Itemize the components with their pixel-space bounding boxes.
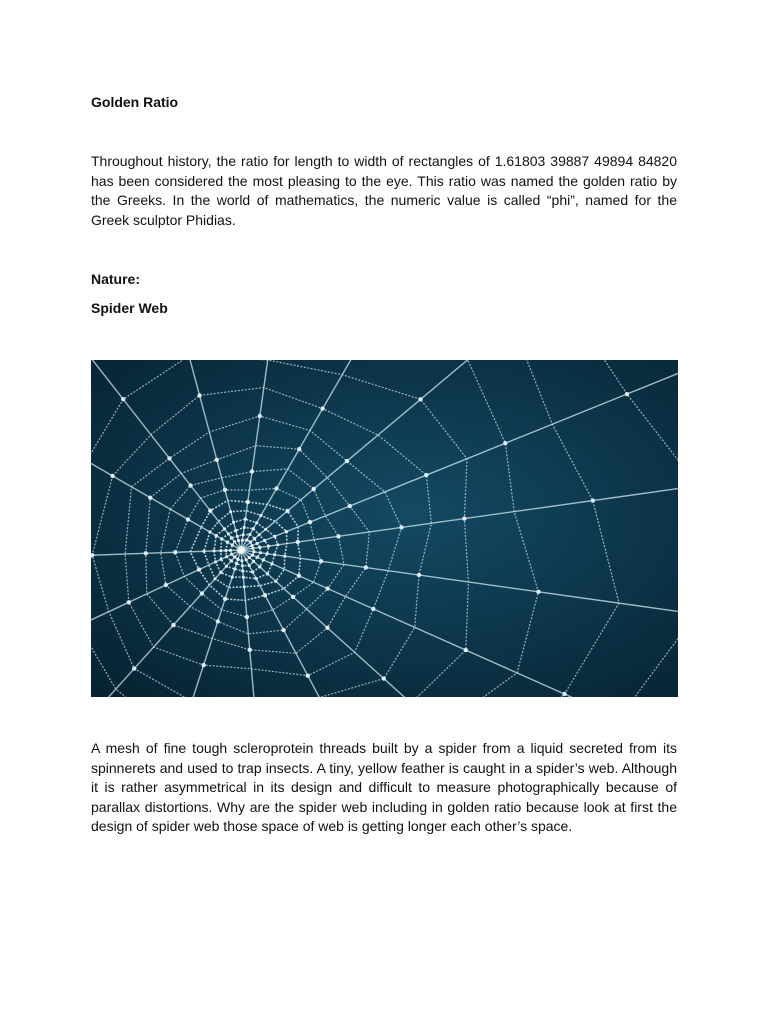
dew-drop — [197, 567, 201, 571]
dew-drop — [223, 488, 227, 492]
dew-drop — [253, 537, 256, 540]
dew-drop — [345, 459, 349, 463]
dew-drop — [625, 392, 629, 396]
dew-drop — [230, 553, 233, 556]
dew-drop — [219, 571, 222, 574]
dew-drop — [320, 406, 324, 410]
dew-drop — [236, 558, 239, 561]
photo-background — [91, 360, 678, 697]
dew-drop — [252, 560, 255, 563]
dew-drop — [229, 549, 232, 552]
dew-drop — [241, 539, 244, 542]
dew-drop — [274, 580, 277, 583]
dew-drop — [256, 542, 259, 545]
dew-drop — [215, 534, 218, 537]
dew-drop — [202, 550, 205, 553]
dew-drop — [225, 565, 228, 568]
dew-drop — [248, 533, 251, 536]
dew-drop — [245, 558, 248, 561]
section-heading-nature: Nature: — [91, 271, 141, 287]
dew-drop — [503, 441, 507, 445]
dew-drop — [274, 486, 278, 490]
dew-drop — [240, 559, 243, 562]
spider-web-photo — [91, 360, 678, 697]
dew-drop — [245, 538, 248, 541]
dew-drop — [319, 559, 323, 563]
dew-drop — [216, 619, 220, 623]
page-title: Golden Ratio — [91, 94, 179, 110]
dew-drop — [242, 533, 245, 536]
dew-drop — [213, 549, 216, 552]
dew-drop — [214, 560, 217, 563]
dew-drop — [227, 532, 230, 535]
dew-drop — [306, 674, 310, 678]
dew-drop — [258, 414, 262, 418]
spider-web-illustration — [91, 360, 678, 697]
dew-drop — [110, 474, 114, 478]
dew-drop — [201, 663, 205, 667]
intro-paragraph: Throughout history, the ratio for length to width of rectangles of 1.61803 39887 49894 84820 has been considered the most pleasing to the eye. This ratio was named the golden ratio by the Greeks. In the world of mathematics, the numeric value is called “phi”, named for the Greek sculptor Phidias. — [91, 153, 677, 228]
dew-drop — [220, 558, 223, 561]
dew-drop — [144, 551, 148, 555]
dew-drop — [186, 517, 190, 521]
dew-drop — [348, 504, 352, 508]
dew-drop — [132, 666, 136, 670]
dew-drop — [121, 397, 125, 401]
dew-drop — [242, 576, 245, 579]
dew-drop — [243, 526, 246, 529]
dew-drop — [237, 539, 240, 542]
dew-drop — [464, 648, 468, 652]
dew-drop — [197, 393, 201, 397]
dew-drop — [234, 529, 237, 532]
dew-drop — [200, 591, 204, 595]
dew-drop — [255, 521, 258, 524]
dew-drop — [248, 556, 251, 559]
dew-drop — [424, 473, 428, 477]
dew-drop — [297, 574, 301, 578]
dew-drop — [270, 562, 273, 565]
dew-drop — [252, 550, 255, 553]
dew-drop — [281, 628, 285, 632]
dew-drop — [248, 564, 251, 567]
dew-drop — [258, 533, 261, 536]
dew-drop — [259, 514, 262, 517]
dew-drop — [226, 541, 229, 544]
dew-drop — [273, 553, 276, 556]
dew-drop — [273, 535, 276, 538]
dew-drop — [371, 607, 375, 611]
dew-drop — [283, 555, 286, 558]
dew-drop — [230, 536, 233, 539]
dew-drop — [258, 546, 261, 549]
dew-drop — [263, 539, 266, 542]
dew-drop — [232, 521, 235, 524]
dew-drop — [251, 547, 254, 550]
dew-drop — [245, 615, 249, 619]
dew-drop — [241, 564, 244, 567]
dew-drop — [148, 496, 152, 500]
dew-drop — [291, 595, 295, 599]
dew-drop — [225, 555, 228, 558]
dew-drop — [417, 573, 421, 577]
dew-drop — [173, 550, 177, 554]
dew-drop — [208, 530, 211, 533]
dew-drop — [241, 569, 244, 572]
dew-drop — [312, 487, 316, 491]
dew-drop — [251, 554, 254, 557]
dew-drop — [214, 577, 217, 580]
dew-drop — [248, 648, 252, 652]
dew-drop — [251, 570, 254, 573]
dew-drop — [296, 540, 300, 544]
dew-drop — [462, 516, 466, 520]
dew-drop — [188, 483, 192, 487]
description-paragraph: A mesh of fine tough scleroprotein threads built by a spider from a liquid secreted from its spinnerets and used to trap insects. A tiny, yellow feather is caught in a spider’s web. Although it is rather asymmetrical in its design and difficult to measure photographically because of parallax distortions. Why are the spider web including in golden ratio because look at first the design of spider web those space of web is getting longer each other’s space. — [91, 740, 677, 835]
dew-drop — [285, 509, 289, 513]
dew-drop — [263, 593, 267, 597]
dew-drop — [336, 534, 340, 538]
dew-drop — [230, 559, 233, 562]
dew-drop — [164, 583, 168, 587]
dew-drop — [246, 500, 250, 504]
dew-drop — [249, 540, 252, 543]
dew-drop — [233, 555, 236, 558]
dew-drop — [167, 456, 171, 460]
dew-drop — [255, 577, 258, 580]
dew-drop — [285, 530, 288, 533]
dew-drop — [266, 572, 269, 575]
dew-drop — [231, 576, 234, 579]
dew-drop — [233, 540, 236, 543]
dew-drop — [224, 549, 227, 552]
dew-drop — [259, 551, 262, 554]
dew-drop — [208, 509, 212, 513]
dew-drop — [325, 626, 329, 630]
dew-drop — [562, 692, 566, 696]
dew-drop — [308, 520, 312, 524]
dew-drop — [171, 623, 175, 627]
dew-drop — [235, 562, 238, 565]
dew-drop — [364, 565, 368, 569]
dew-drop — [267, 545, 270, 548]
dew-drop — [215, 458, 219, 462]
dew-drop — [252, 527, 255, 530]
dew-drop — [233, 567, 236, 570]
dew-drop — [243, 585, 246, 588]
dew-drop — [326, 586, 330, 590]
dew-drop — [418, 397, 422, 401]
dew-drop — [262, 558, 265, 561]
dew-drop — [231, 543, 234, 546]
dew-drop — [297, 447, 301, 451]
subsection-heading-spider-web: Spider Web — [91, 300, 168, 316]
dew-drop — [536, 590, 540, 594]
dew-drop — [591, 498, 595, 502]
dew-drop — [382, 676, 386, 680]
dew-drop — [244, 518, 247, 521]
dew-drop — [220, 537, 223, 540]
dew-drop — [236, 535, 239, 538]
dew-drop — [258, 565, 261, 568]
dew-drop — [229, 510, 232, 513]
dew-drop — [399, 525, 403, 529]
dew-drop — [256, 556, 259, 559]
dew-drop — [276, 543, 279, 546]
dew-drop — [223, 527, 226, 530]
dew-drop — [127, 600, 131, 604]
dew-drop — [219, 549, 222, 552]
dew-drop — [264, 528, 267, 531]
dew-drop — [250, 469, 254, 473]
dew-drop — [223, 597, 227, 601]
web-hub — [237, 546, 245, 554]
dew-drop — [266, 552, 269, 555]
